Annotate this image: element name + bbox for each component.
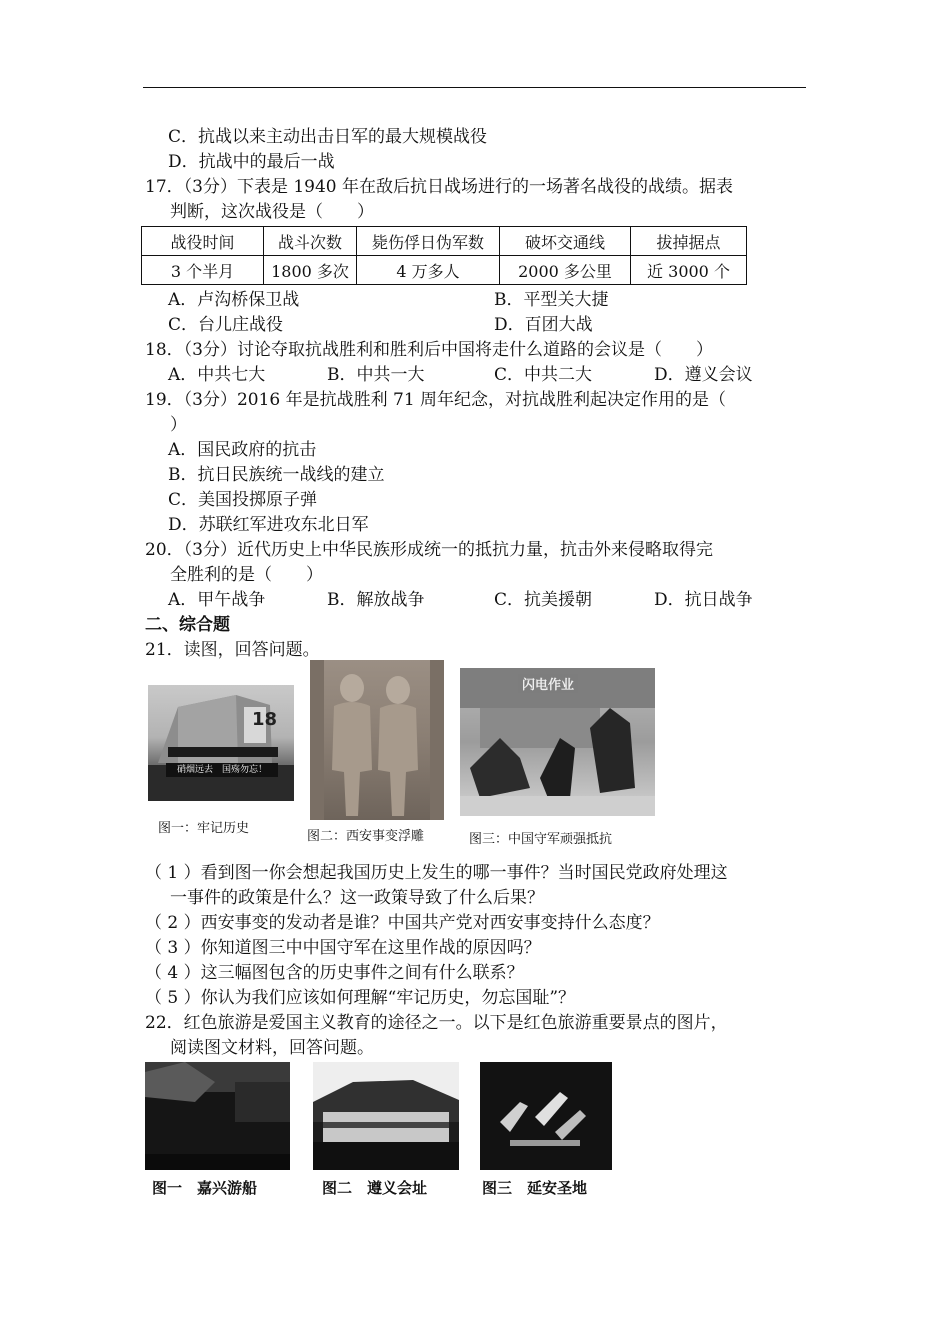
q17-option-c: C．台儿庄战役 <box>168 315 284 335</box>
q20-option-c: C．抗美援朝 <box>494 590 593 610</box>
q18-option-a: A．中共七大 <box>168 365 266 385</box>
q19-option-a: A．国民政府的抗击 <box>168 440 317 460</box>
battle-record-table <box>141 226 747 285</box>
table-header-cell: 破坏交通线 <box>500 227 631 256</box>
table-row <box>142 256 747 285</box>
q20-stem-line1: 20．（3分）近代历史上中华民族形成统一的抵抗力量，抗击外来侵略取得完 <box>145 540 713 560</box>
q17-stem-line2: 判断，这次战役是（ ） <box>170 202 374 222</box>
table-header-cell: 毙伤俘日伪军数 <box>357 227 500 256</box>
q22-stem-line1: 22．红色旅游是爱国主义教育的途径之一。以下是红色旅游重要景点的图片， <box>145 1013 728 1033</box>
q18-option-d: D．遵义会议 <box>654 365 753 385</box>
table-header-cell: 拔掉据点 <box>631 227 747 256</box>
q20-option-d: D．抗日战争 <box>654 590 753 610</box>
q17-option-b: B．平型关大捷 <box>494 290 609 310</box>
memorial-number: 18 <box>252 709 278 730</box>
table-header-cell: 战役时间 <box>142 227 264 256</box>
photo-watermark: 闪电作业 <box>518 674 578 693</box>
q21-figure1-caption: 图一：牢记历史 <box>158 821 250 836</box>
table-cell: 1800 多次 <box>264 256 357 285</box>
table-cell: 近 3000 个 <box>631 256 747 285</box>
table-cell: 4 万多人 <box>357 256 500 285</box>
q19-option-d: D．苏联红军进攻东北日军 <box>168 515 369 535</box>
section-heading: 二、综合题 <box>145 615 230 635</box>
q17-option-d: D．百团大战 <box>494 315 593 335</box>
q21-stem: 21．读图，回答问题。 <box>145 640 320 660</box>
yanan-photo <box>480 1062 612 1170</box>
jiaxing-boat-photo <box>145 1062 290 1170</box>
q19-stem-line1: 19．（3分）2016 年是抗战胜利 71 周年纪念，对抗战胜利起决定作用的是（ <box>145 390 727 410</box>
zunyi-site-photo <box>313 1062 459 1170</box>
q20-option-a: A．甲午战争 <box>168 590 266 610</box>
memorial-photo <box>148 685 294 801</box>
q22-figure3-caption: 图三 延安圣地 <box>482 1179 588 1197</box>
table-cell: 3 个半月 <box>142 256 264 285</box>
q17-option-a: A．卢沟桥保卫战 <box>168 290 300 310</box>
table-header-cell: 战斗次数 <box>264 227 357 256</box>
resistance-photo <box>460 668 655 816</box>
memorial-banner: 硝烟远去 国殇勿忘！ <box>166 763 278 777</box>
q21-sub1-line2: 一事件的政策是什么？这一政策导致了什么后果？ <box>170 888 544 908</box>
q20-option-b: B．解放战争 <box>327 590 425 610</box>
q22-figure1-caption: 图一 嘉兴游船 <box>152 1179 258 1197</box>
q20-stem-line2: 全胜利的是（ ） <box>170 565 323 585</box>
relief-photo <box>310 660 444 820</box>
q18-option-c: C．中共二大 <box>494 365 593 385</box>
q21-sub5: （ 5 ）你认为我们应该如何理解“牢记历史，勿忘国耻”？ <box>145 988 576 1008</box>
q17-stem-line1: 17．（3分）下表是 1940 年在敌后抗日战场进行的一场著名战役的战绩。据表 <box>145 177 734 197</box>
q21-sub2: （ 2 ）西安事变的发动者是谁？中国共产党对西安事变持什么态度？ <box>145 913 660 933</box>
q22-figure2-caption: 图二 遵义会址 <box>322 1179 428 1197</box>
q21-sub4: （ 4 ）这三幅图包含的历史事件之间有什么联系？ <box>145 963 524 983</box>
q22-stem-line2: 阅读图文材料，回答问题。 <box>170 1038 374 1058</box>
q18-stem: 18．（3分）讨论夺取抗战胜利和胜利后中国将走什么道路的会议是（ ） <box>145 340 713 360</box>
q21-sub1-line1: （ 1 ）看到图一你会想起我国历史上发生的哪一事件？当时国民党政府处理这 <box>145 863 728 883</box>
q21-figure3-caption: 图三：中国守军顽强抵抗 <box>469 832 613 847</box>
q18-option-b: B．中共一大 <box>327 365 425 385</box>
header-rule <box>143 87 806 88</box>
q21-sub3: （ 3 ）你知道图三中中国守军在这里作战的原因吗？ <box>145 938 541 958</box>
q16-option-d: D．抗战中的最后一战 <box>168 152 335 172</box>
q21-figure2-caption: 图二：西安事变浮雕 <box>307 829 425 844</box>
q19-stem-line2: ） <box>170 415 187 435</box>
q19-option-b: B．抗日民族统一战线的建立 <box>168 465 385 485</box>
q16-option-c: C．抗战以来主动出击日军的最大规模战役 <box>168 127 488 147</box>
table-cell: 2000 多公里 <box>500 256 631 285</box>
q19-option-c: C．美国投掷原子弹 <box>168 490 318 510</box>
table-header-row <box>142 227 747 256</box>
